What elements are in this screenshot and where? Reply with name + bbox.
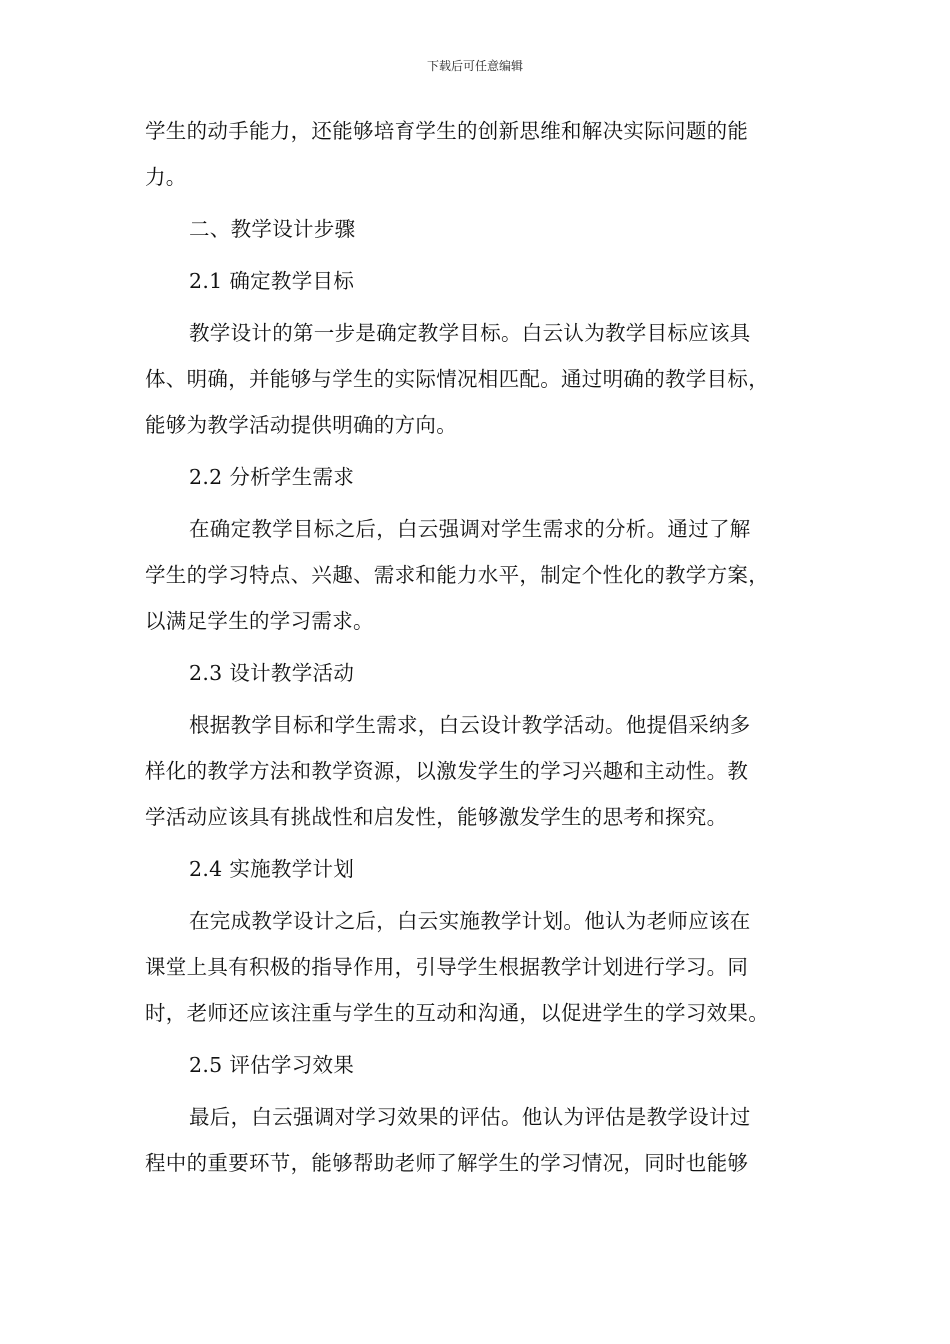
paragraph-line: 力。	[145, 165, 187, 189]
subsection-heading: 2.2 分析学生需求	[189, 465, 355, 489]
document-body	[145, 108, 805, 1186]
subsection-heading: 2.3 设计教学活动	[189, 661, 355, 685]
paragraph-line: 时，老师还应该注重与学生的互动和沟通，以促进学生的学习效果。	[145, 1001, 769, 1025]
paragraph-line: 程中的重要环节，能够帮助老师了解学生的学习情况，同时也能够	[145, 1151, 749, 1175]
paragraph-line: 最后，白云强调对学习效果的评估。他认为评估是教学设计过	[189, 1105, 751, 1129]
paragraph-line: 样化的教学方法和教学资源，以激发学生的学习兴趣和主动性。教	[145, 759, 749, 783]
paragraph-line: 教学设计的第一步是确定教学目标。白云认为教学目标应该具	[189, 321, 751, 345]
subsection-heading: 2.5 评估学习效果	[189, 1053, 355, 1077]
subsection-heading: 2.4 实施教学计划	[189, 857, 355, 881]
paragraph-line: 学生的学习特点、兴趣、需求和能力水平，制定个性化的教学方案，	[145, 563, 769, 587]
section-heading: 二、教学设计步骤	[189, 217, 356, 241]
paragraph-line: 在完成教学设计之后，白云实施教学计划。他认为老师应该在	[189, 909, 751, 933]
paragraph-line: 根据教学目标和学生需求，白云设计教学活动。他提倡采纳多	[189, 713, 751, 737]
paragraph-line: 学生的动手能力，还能够培育学生的创新思维和解决实际问题的能	[145, 119, 749, 143]
paragraph-line: 学活动应该具有挑战性和启发性，能够激发学生的思考和探究。	[145, 805, 728, 829]
subsection-heading: 2.1 确定教学目标	[189, 269, 355, 293]
paragraph-line: 以满足学生的学习需求。	[145, 609, 374, 633]
paragraph-line: 体、明确，并能够与学生的实际情况相匹配。通过明确的教学目标，	[145, 367, 769, 391]
paragraph-line: 课堂上具有积极的指导作用，引导学生根据教学计划进行学习。同	[145, 955, 749, 979]
paragraph-line: 能够为教学活动提供明确的方向。	[145, 413, 457, 437]
header-note: 下载后可任意编辑	[426, 59, 523, 73]
paragraph-line: 在确定教学目标之后，白云强调对学生需求的分析。通过了解	[189, 517, 751, 541]
